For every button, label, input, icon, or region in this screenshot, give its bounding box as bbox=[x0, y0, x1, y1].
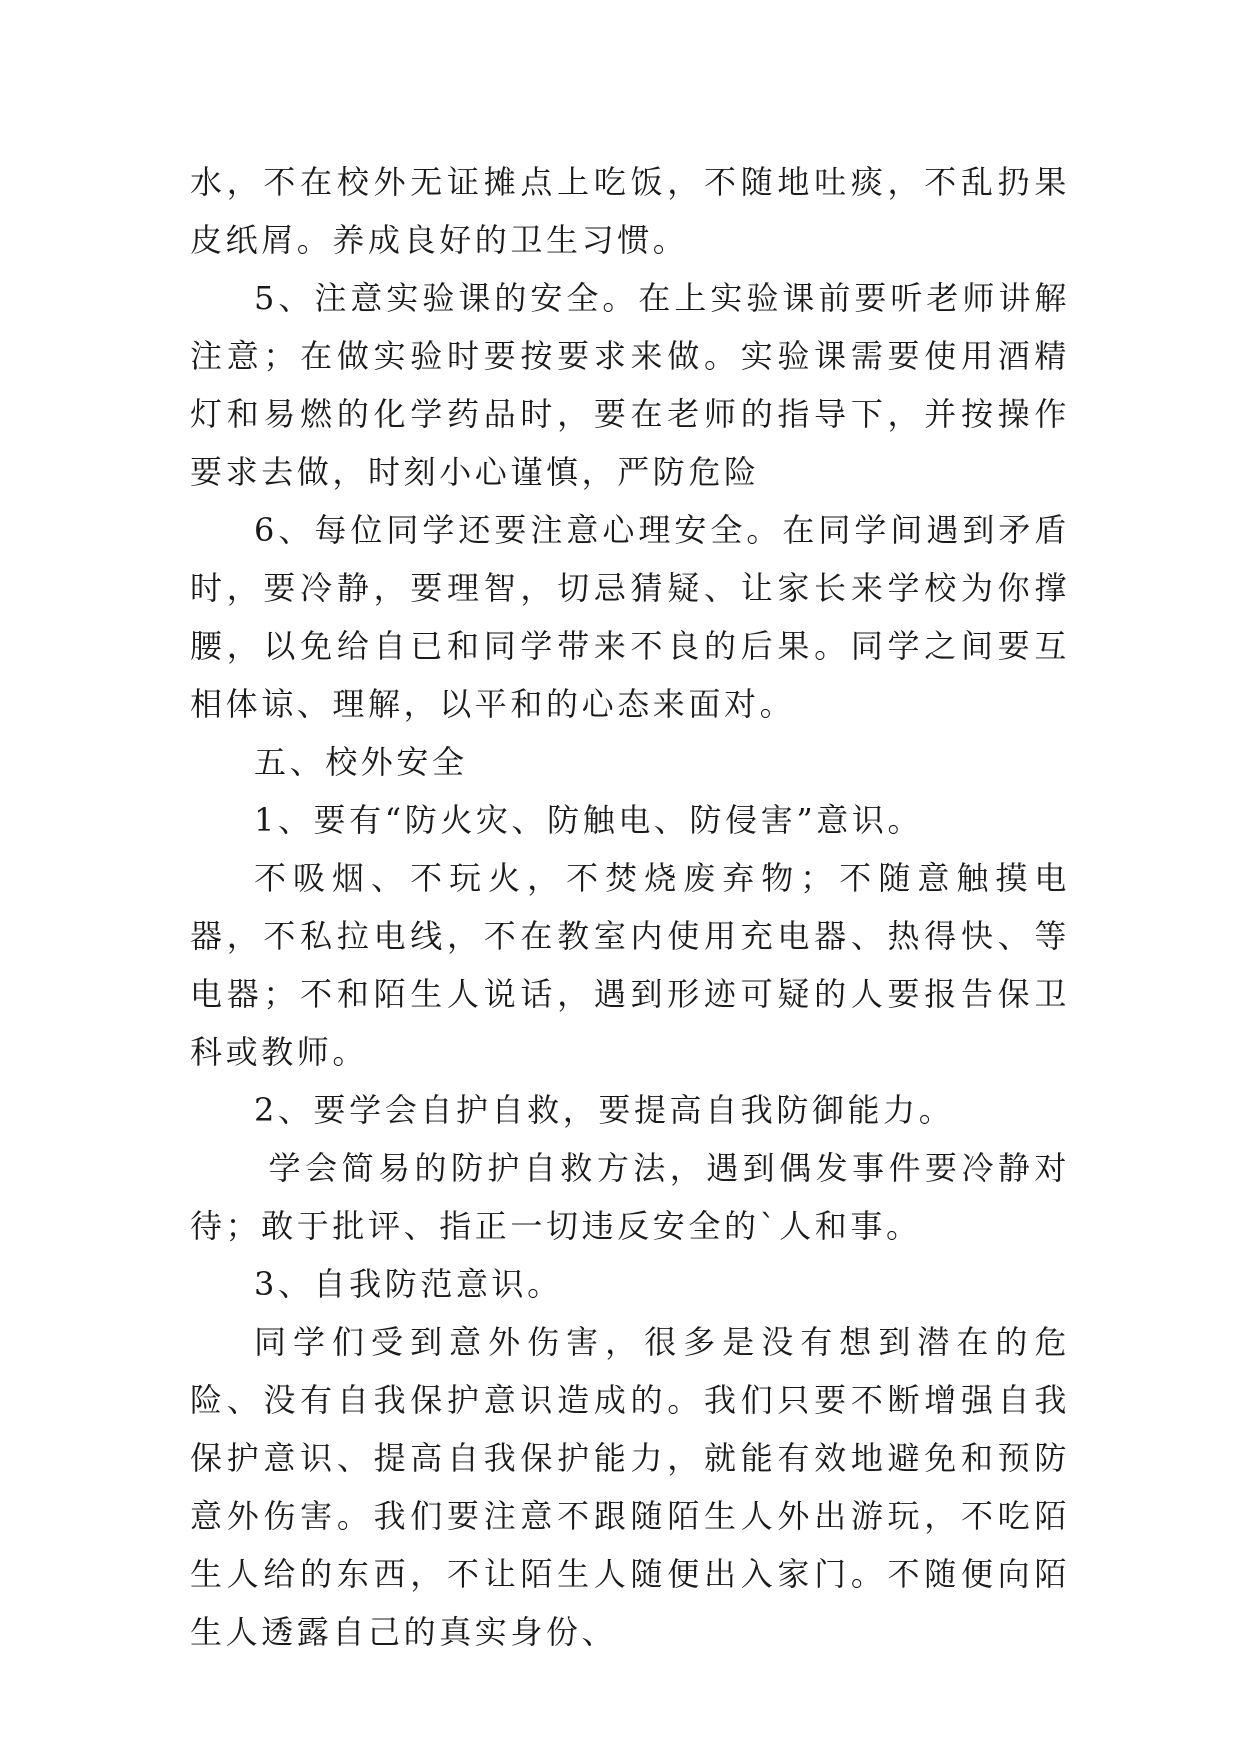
paragraph-lab-safety: 5、注意实验课的安全。在上实验课前要听老师讲解注意；在做实验时要按要求来做。实验课需要使用酒精灯和易燃的化学药品时，要在老师的指导下，并按操作要求去做，时刻小心谨慎，严防危险 bbox=[190, 279, 1070, 491]
paragraph-mental-safety: 6、每位同学还要注意心理安全。在同学间遇到矛盾时，要冷静，要理智，切忌猜疑、让家长来学校为你撑腰，以免给自已和同学带来不良的后果。同学之间要互相体谅、理解，以平和的心态来面对。 bbox=[190, 511, 1070, 723]
paragraph-hygiene-continued: 水，不在校外无证摊点上吃饭，不随地吐痰，不乱扔果皮纸屑。养成良好的卫生习惯。 bbox=[190, 163, 1070, 259]
body-text bbox=[190, 153, 1070, 1661]
paragraph-fire-electric-awareness: 1、要有“防火灾、防触电、防侵害”意识。 bbox=[254, 801, 924, 839]
paragraph-protection-methods: 学会简易的防护自救方法，遇到偶发事件要冷静对待；敢于批评、指正一切违反安全的`人和事。 bbox=[190, 1149, 1070, 1245]
section-heading-off-campus-safety: 五、校外安全 bbox=[254, 743, 468, 781]
paragraph-self-rescue: 2、要学会自护自救，要提高自我防御能力。 bbox=[254, 1091, 955, 1129]
paragraph-self-defense-awareness: 3、自我防范意识。 bbox=[254, 1265, 563, 1303]
paragraph-no-smoking-electrical: 不吸烟、不玩火，不焚烧废弃物；不随意触摸电器，不私拉电线，不在教室内使用充电器、热得快、等电器；不和陌生人说话，遇到形迹可疑的人要报告保卫科或教师。 bbox=[190, 859, 1070, 1071]
paragraph-accidental-injury: 同学们受到意外伤害，很多是没有想到潜在的危险、没有自我保护意识造成的。我们只要不断增强自我保护意识、提高自我保护能力，就能有效地避免和预防意外伤害。我们要注意不跟随陌生人外出游玩，不吃陌生人给的东西，不让陌生人随便出入家门。不随便向陌生人透露自己的真实身份、 bbox=[190, 1323, 1070, 1651]
